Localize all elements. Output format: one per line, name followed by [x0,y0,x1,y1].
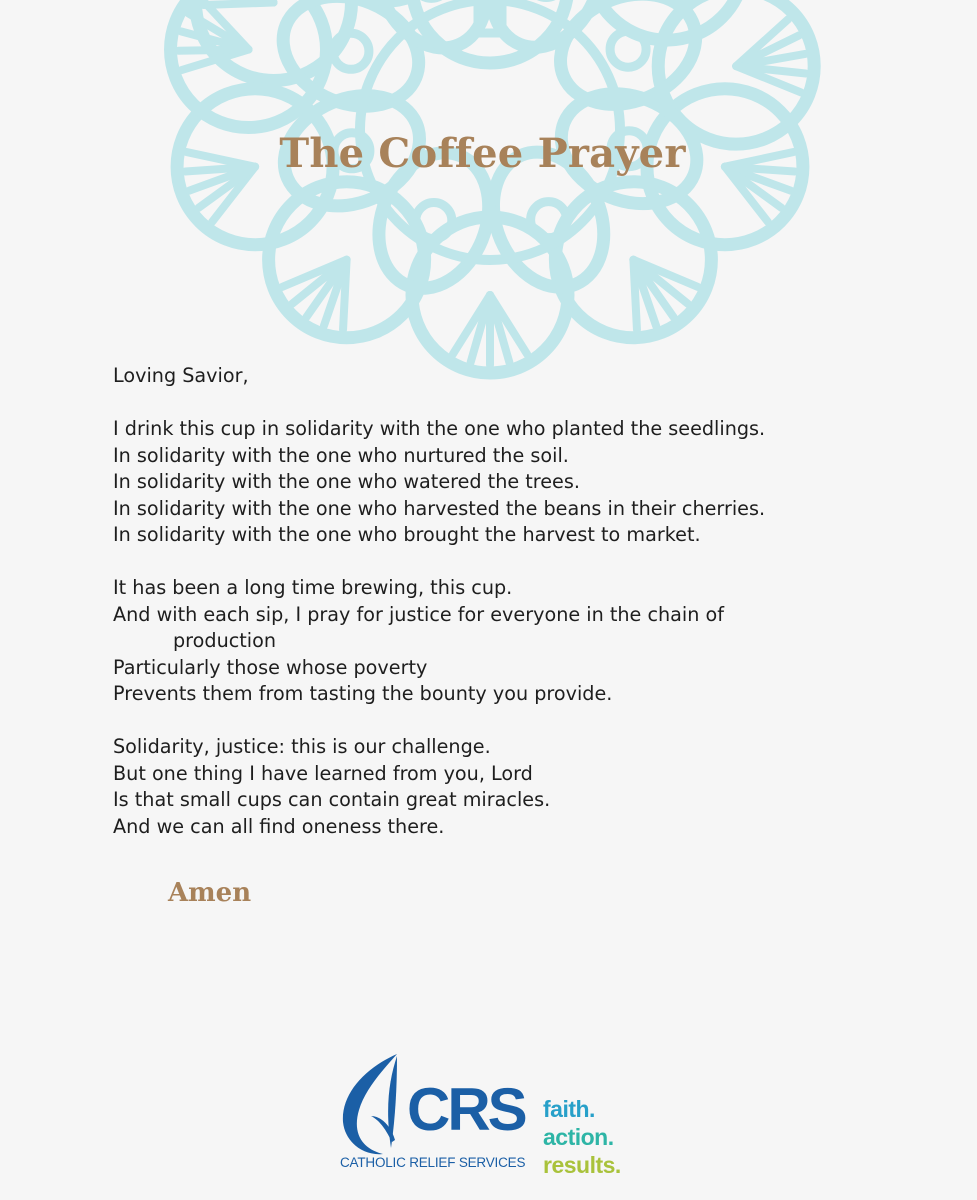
prayer-line: And with each sip, I pray for justice for everyone in the chain of [113,602,724,626]
tagline-faith: faith. [543,1096,595,1122]
prayer-line: Is that small cups can contain great miracles. [113,788,551,811]
petal-rib [633,260,637,330]
prayer-line: In solidarity with the one who nurtured the soil. [113,443,569,467]
prayer-line: And we can all find oneness there. [113,814,445,838]
prayer-line: But one thing I have learned from you, Lord [113,761,533,785]
prayer-line: In solidarity with the one who harvested the beans in their cherries. [113,496,766,520]
closing-amen: Amen [168,878,252,908]
prayer-line: I drink this cup in solidarity with the one who planted the seedlings. [113,417,766,440]
tagline-action: action. [543,1124,614,1150]
tagline-results: results. [543,1152,621,1178]
prayer-line: Particularly those whose poverty [113,655,428,679]
prayer-line: Prevents them from tasting the bounty you provide. [113,682,613,705]
prayer-line: production [173,629,277,652]
org-name: CATHOLIC RELIEF SERVICES [340,1155,526,1170]
prayer-line: Solidarity, justice: this is our challenge. [113,735,491,758]
page-title: The Coffee Prayer [279,130,686,177]
prayer-line: It has been a long time brewing, this cup. [113,576,513,599]
prayer-line: In solidarity with the one who brought the harvest to market. [113,523,701,546]
prayer-body [113,363,873,840]
salutation: Loving Savior, [113,364,249,387]
crs-flame-icon [335,1050,415,1160]
crs-logo [335,1050,645,1180]
floral-ornament [110,0,870,410]
crs-acronym: CRS [407,1076,525,1143]
prayer-line: In solidarity with the one who watered the trees. [113,470,580,493]
